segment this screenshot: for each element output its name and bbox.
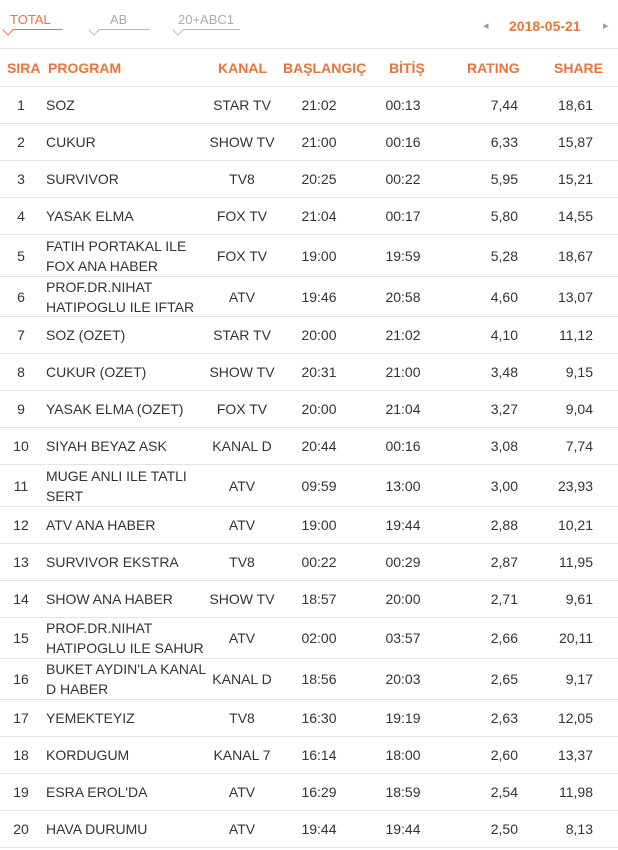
row-program: FATIH PORTAKAL ILE FOX ANA HABER (46, 237, 187, 274)
row-program: YASAK ELMA (OZET) (46, 401, 184, 417)
row-program: SIYAH BEYAZ ASK (46, 438, 167, 454)
tab-ab[interactable] (110, 12, 127, 27)
row-end-time: 00:16 (385, 134, 421, 150)
row-start-time: 20:00 (301, 327, 337, 343)
row-end-time: 18:59 (385, 784, 421, 800)
row-end-time: 00:22 (385, 171, 421, 187)
row-kanal: ATV (228, 784, 256, 800)
row-program: HAVA DURUMU (46, 821, 148, 837)
row-start-time: 09:59 (301, 477, 337, 494)
table-row (0, 811, 618, 848)
table-row (0, 124, 618, 161)
row-rank: 20 (13, 821, 29, 837)
row-share: 11,95 (559, 554, 593, 570)
row-program: BUKET AYDIN'LA KANAL D HABER (46, 661, 206, 697)
row-share: 23,93 (557, 477, 593, 494)
row-rating: 2,54 (490, 784, 518, 800)
header-start: BAŞLANGIÇ (283, 60, 367, 76)
row-kanal: SHOW TV (209, 591, 275, 607)
row-rank: 14 (13, 591, 29, 607)
table-row (0, 354, 618, 391)
row-start-time: 16:14 (301, 747, 337, 763)
row-share: 18,67 (557, 247, 593, 264)
row-program: KORDUGUM (46, 747, 130, 763)
tab-total-label: TOTAL (10, 12, 51, 27)
row-kanal: TV8 (229, 171, 255, 187)
next-date-icon[interactable]: ▸ (603, 20, 609, 32)
row-program: CUKUR (OZET) (46, 364, 147, 380)
row-share: 11,12 (559, 327, 593, 343)
row-end-time: 00:16 (385, 438, 421, 454)
row-end-time: 18:00 (385, 747, 421, 763)
row-program: PROF.DR.NIHAT HATIPOGLU ILE SAHUR (46, 620, 204, 656)
row-end-time: 19:19 (385, 710, 421, 726)
row-share: 9,61 (565, 591, 593, 607)
row-kanal: FOX TV (216, 208, 268, 224)
row-end-time: 20:58 (385, 288, 421, 305)
row-kanal: KANAL D (212, 671, 272, 687)
row-share: 15,87 (557, 134, 593, 150)
tab-ab-notch (88, 24, 99, 35)
row-kanal: KANAL 7 (213, 747, 271, 763)
date-navigator (478, 18, 618, 36)
row-rank: 15 (13, 630, 29, 646)
row-share: 18,61 (557, 97, 593, 113)
row-rating: 2,66 (490, 630, 518, 646)
row-share: 20,11 (559, 630, 593, 646)
row-kanal: STAR TV (213, 327, 271, 343)
row-end-time: 19:44 (385, 517, 421, 533)
row-kanal: STAR TV (213, 97, 271, 113)
row-end-time: 03:57 (385, 630, 421, 646)
row-rank: 1 (17, 97, 25, 113)
row-end-time: 21:02 (385, 327, 421, 343)
tab-ab-label: AB (110, 12, 128, 27)
row-share: 15,21 (557, 171, 593, 187)
table-row (0, 235, 618, 277)
row-program: YASAK ELMA (46, 208, 134, 224)
row-program: ATV ANA HABER (46, 517, 156, 533)
row-start-time: 21:04 (301, 208, 337, 224)
row-rank: 9 (17, 401, 25, 417)
row-rating: 7,44 (490, 97, 518, 113)
row-rank: 2 (17, 134, 25, 150)
row-share: 12,05 (557, 710, 593, 726)
row-rank: 3 (17, 171, 25, 187)
table-row (0, 87, 618, 124)
table-row (0, 659, 618, 700)
row-end-time: 13:00 (385, 477, 421, 494)
row-program: PROF.DR.NIHAT HATIPOGLU ILE IFTAR (46, 278, 195, 315)
row-program: ESRA EROL'DA (46, 784, 148, 800)
row-start-time: 20:31 (301, 364, 337, 380)
header-share: SHARE (554, 60, 604, 76)
table-row (0, 507, 618, 544)
row-share: 9,04 (565, 401, 593, 417)
row-rating: 3,08 (490, 438, 518, 454)
row-rank: 13 (13, 554, 29, 570)
row-end-time: 21:04 (385, 401, 421, 417)
row-start-time: 20:00 (301, 401, 337, 417)
row-kanal: ATV (228, 517, 256, 533)
table-row (0, 391, 618, 428)
row-rating: 2,60 (490, 747, 518, 763)
table-row (0, 428, 618, 465)
row-kanal: TV8 (229, 554, 255, 570)
row-kanal: SHOW TV (209, 134, 275, 150)
row-share: 10,21 (557, 517, 593, 533)
table-row (0, 618, 618, 659)
row-rank: 5 (17, 247, 25, 264)
row-rating: 4,10 (490, 327, 518, 343)
row-program: YEMEKTEYIZ (46, 710, 135, 726)
row-start-time: 02:00 (301, 630, 337, 646)
row-program: CUKUR (46, 134, 96, 150)
row-rating: 4,60 (490, 288, 518, 305)
row-start-time: 21:02 (301, 97, 337, 113)
table-row (0, 317, 618, 354)
row-end-time: 00:13 (385, 97, 421, 113)
row-start-time: 00:22 (301, 554, 337, 570)
row-program: SURVIVOR EKSTRA (46, 554, 179, 570)
row-rating: 3,48 (490, 364, 518, 380)
row-kanal: ATV (228, 821, 256, 837)
tab-20-abc1[interactable] (178, 12, 234, 27)
row-end-time: 20:00 (385, 591, 421, 607)
header-rating: RATING (467, 60, 520, 76)
table-row (0, 198, 618, 235)
row-rating: 2,88 (490, 517, 518, 533)
row-start-time: 20:44 (301, 438, 337, 454)
row-rank: 12 (13, 517, 29, 533)
table-row (0, 544, 618, 581)
row-end-time: 20:03 (385, 671, 421, 687)
row-rating: 3,00 (490, 477, 518, 494)
row-kanal: KANAL D (212, 438, 272, 454)
row-share: 7,74 (565, 438, 593, 454)
row-kanal: SHOW TV (209, 364, 275, 380)
row-rank: 11 (13, 477, 29, 494)
row-start-time: 19:00 (301, 247, 337, 264)
row-rank: 16 (13, 671, 29, 687)
header-program: PROGRAM (48, 60, 122, 76)
table-header (0, 49, 618, 87)
ratings-table-body (0, 87, 618, 848)
row-kanal: FOX TV (216, 247, 268, 264)
row-program: SOZ (OZET) (46, 327, 126, 343)
row-rating: 2,63 (490, 710, 518, 726)
table-row (0, 774, 618, 811)
prev-date-icon[interactable]: ◂ (483, 20, 489, 32)
row-rating: 2,87 (490, 554, 518, 570)
row-program: SURVIVOR (46, 171, 119, 187)
table-row (0, 581, 618, 618)
table-row (0, 700, 618, 737)
tab-20-abc1-label: 20+ABC1 (178, 12, 235, 27)
row-rating: 2,71 (490, 591, 518, 607)
row-rank: 19 (13, 784, 29, 800)
row-start-time: 16:29 (301, 784, 337, 800)
row-kanal: FOX TV (216, 401, 268, 417)
row-end-time: 00:29 (385, 554, 421, 570)
row-program: SOZ (46, 97, 75, 113)
row-rating: 5,80 (490, 208, 518, 224)
row-rating: 2,50 (490, 821, 518, 837)
row-rating: 6,33 (490, 134, 518, 150)
row-share: 9,15 (565, 364, 593, 380)
row-share: 11,98 (559, 784, 593, 800)
row-rating: 5,28 (490, 247, 518, 264)
row-start-time: 19:44 (301, 821, 337, 837)
row-rank: 10 (13, 438, 29, 454)
row-share: 9,17 (565, 671, 593, 687)
row-end-time: 21:00 (385, 364, 421, 380)
row-share: 14,55 (557, 208, 593, 224)
row-start-time: 21:00 (301, 134, 337, 150)
table-row (0, 277, 618, 317)
table-row (0, 161, 618, 198)
row-kanal: ATV (228, 288, 256, 305)
row-rank: 7 (17, 327, 25, 343)
header-kanal: KANAL (218, 60, 267, 76)
row-rank: 17 (13, 710, 29, 726)
row-share: 8,13 (565, 821, 593, 837)
row-rating: 5,95 (490, 171, 518, 187)
selected-date: 2018-05-21 (509, 18, 581, 34)
row-start-time: 18:57 (301, 591, 337, 607)
table-row (0, 465, 618, 507)
row-end-time: 19:44 (385, 821, 421, 837)
row-rating: 2,65 (490, 671, 518, 687)
row-rating: 3,27 (490, 401, 518, 417)
row-kanal: ATV (228, 630, 256, 646)
row-start-time: 19:46 (301, 288, 337, 305)
table-row (0, 737, 618, 774)
row-end-time: 00:17 (385, 208, 421, 224)
header-end: BİTİŞ (389, 60, 425, 76)
row-kanal: ATV (228, 477, 256, 494)
row-rank: 4 (17, 208, 25, 224)
row-rank: 8 (17, 364, 25, 380)
row-program: MUGE ANLI ILE TATLI SERT (46, 467, 187, 504)
row-start-time: 20:25 (301, 171, 337, 187)
header-rank: SIRA (7, 60, 41, 76)
tab-total[interactable] (10, 12, 51, 27)
row-kanal: TV8 (229, 710, 255, 726)
row-end-time: 19:59 (385, 247, 421, 264)
row-start-time: 18:56 (301, 671, 337, 687)
row-rank: 6 (17, 288, 25, 305)
row-start-time: 16:30 (301, 710, 337, 726)
row-rank: 18 (13, 747, 29, 763)
row-start-time: 19:00 (301, 517, 337, 533)
row-share: 13,37 (557, 747, 593, 763)
row-program: SHOW ANA HABER (46, 591, 173, 607)
row-share: 13,07 (557, 288, 593, 305)
